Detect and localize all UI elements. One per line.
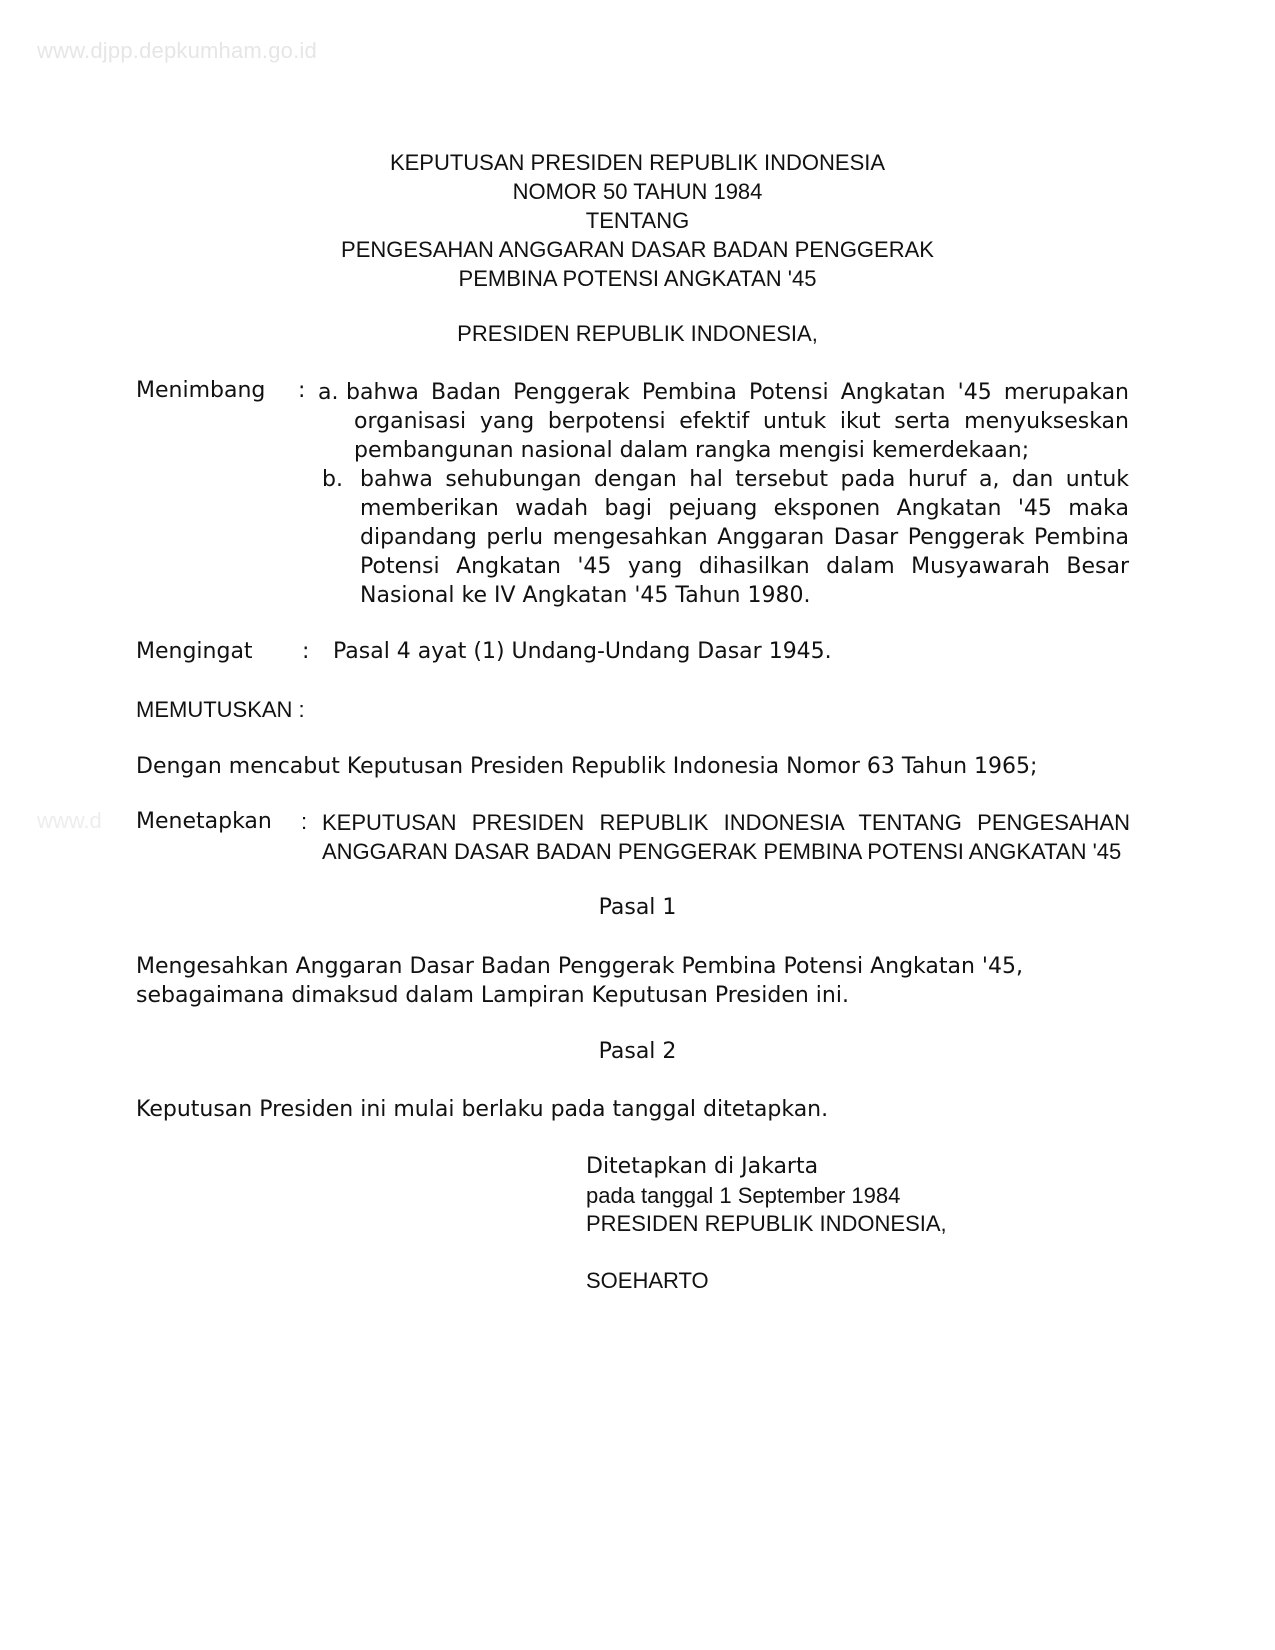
- menimbang-marker-b: b.: [322, 467, 343, 492]
- menetapkan-label: Menetapkan: [136, 809, 272, 834]
- menetapkan-colon: :: [301, 809, 308, 834]
- menimbang-colon: :: [298, 378, 306, 403]
- mencabut-paragraph: Dengan mencabut Keputusan Presiden Republik Indonesia Nomor 63 Tahun 1965;: [136, 754, 1038, 779]
- pasal-1-title: Pasal 1: [598, 895, 677, 920]
- watermark: www.djpp.depkumham.go.id: [37, 38, 317, 63]
- pasal-2-title: Pasal 2: [598, 1039, 677, 1064]
- header-line-5: PEMBINA POTENSI ANGKATAN '45: [458, 266, 817, 291]
- signature-date: pada tanggal 1 September 1984: [586, 1183, 901, 1208]
- watermark-partial: www.d: [37, 808, 102, 833]
- signature-office: PRESIDEN REPUBLIK INDONESIA,: [586, 1211, 947, 1236]
- header-line-2: NOMOR 50 TAHUN 1984: [512, 179, 763, 204]
- menimbang-item-b: bahwa sehubungan dengan hal tersebut pada huruf a, dan untuk memberikan wadah bagi pejuang eksponen Angkatan '45 maka dipandang perlu mengesahkan Anggaran Dasar Penggerak Pembina Potensi Angkatan '45 yang dihasilkan dalam Musyawarah Besar Nasional ke IV Angkatan '45 Tahun 1980.: [360, 467, 1129, 608]
- menimbang-label: Menimbang: [136, 378, 266, 403]
- header-line-4: PENGESAHAN ANGGARAN DASAR BADAN PENGGERAK: [341, 237, 934, 262]
- president-heading: PRESIDEN REPUBLIK INDONESIA,: [457, 321, 818, 346]
- menimbang-marker-a: a.: [318, 380, 339, 405]
- menetapkan-text: KEPUTUSAN PRESIDEN REPUBLIK INDONESIA TENTANG PENGESAHAN ANGGARAN DASAR BADAN PENGGERAK PEMBINA POTENSI ANGKATAN '45: [322, 810, 1130, 864]
- mengingat-label: Mengingat: [136, 639, 253, 664]
- mengingat-text: Pasal 4 ayat (1) Undang-Undang Dasar 1945.: [333, 639, 832, 664]
- pasal-2-text: Keputusan Presiden ini mulai berlaku pada tanggal ditetapkan.: [136, 1097, 829, 1122]
- memutuskan-heading: MEMUTUSKAN :: [136, 697, 305, 722]
- menimbang-item-a: bahwa Badan Penggerak Pembina Potensi Angkatan '45 merupakan organisasi yang berpotensi efektif untuk ikut serta menyukseskan pembangunan nasional dalam rangka mengisi kemerdekaan;: [346, 380, 1129, 463]
- mengingat-colon: :: [302, 639, 310, 664]
- header-line-3: TENTANG: [585, 208, 690, 233]
- pasal-1-line-2: sebagaimana dimaksud dalam Lampiran Keputusan Presiden ini.: [136, 983, 849, 1008]
- signature-place: Ditetapkan di Jakarta: [586, 1154, 819, 1179]
- header-line-1: KEPUTUSAN PRESIDEN REPUBLIK INDONESIA: [389, 150, 886, 175]
- pasal-1-line-1: Mengesahkan Anggaran Dasar Badan Penggerak Pembina Potensi Angkatan '45,: [136, 954, 1023, 979]
- signature-name: SOEHARTO: [586, 1268, 709, 1293]
- document-header: [0, 148, 1275, 293]
